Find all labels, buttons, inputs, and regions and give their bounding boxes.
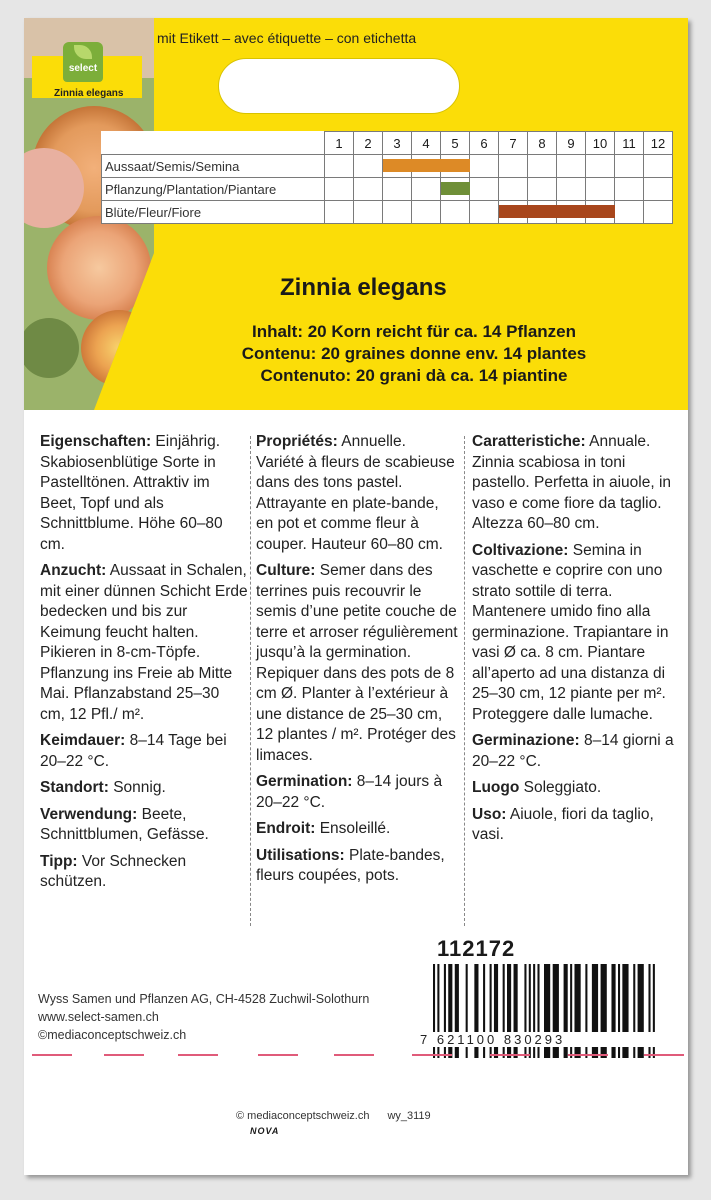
calendar-cell bbox=[412, 178, 441, 201]
calendar-cell bbox=[586, 178, 615, 201]
month-header: 4 bbox=[412, 132, 441, 155]
month-header: 10 bbox=[586, 132, 615, 155]
description-paragraph bbox=[472, 778, 680, 799]
calendar-cell bbox=[528, 155, 557, 178]
description-paragraph bbox=[256, 561, 458, 766]
paragraph-text: Beete, Schnittblumen, Gefässe. bbox=[40, 805, 209, 843]
description-column-de bbox=[40, 432, 248, 899]
barcode-digits: 7 621100 830293 bbox=[420, 1032, 668, 1047]
description-paragraph bbox=[256, 819, 458, 840]
calendar-cell bbox=[499, 155, 528, 178]
calendar-cell bbox=[615, 178, 644, 201]
month-header: 1 bbox=[325, 132, 354, 155]
calendar-cell bbox=[499, 178, 528, 201]
description-paragraph bbox=[472, 541, 680, 726]
calendar-cell bbox=[470, 201, 499, 224]
description-column-it bbox=[472, 432, 680, 852]
paragraph-text: Sonnig. bbox=[108, 779, 166, 796]
paragraph-heading: Endroit: bbox=[256, 820, 316, 837]
paragraph-text: Ensoleillé. bbox=[315, 820, 391, 837]
column-divider bbox=[464, 436, 465, 926]
paragraph-heading: Germinazione: bbox=[472, 732, 580, 749]
month-header: 12 bbox=[644, 132, 673, 155]
strip-variety-name: Zinnia elegans bbox=[54, 88, 124, 99]
calendar-cell bbox=[644, 201, 673, 224]
calendar-cell bbox=[412, 201, 441, 224]
month-header: 2 bbox=[354, 132, 383, 155]
calendar-cell bbox=[325, 201, 354, 224]
calendar-cell bbox=[383, 201, 412, 224]
description-paragraph bbox=[40, 561, 248, 725]
cut-line-dash bbox=[568, 1054, 608, 1056]
calendar-cell bbox=[383, 155, 412, 178]
month-header: 9 bbox=[557, 132, 586, 155]
variety-title: Zinnia elegans bbox=[280, 274, 447, 301]
leaf-icon bbox=[74, 45, 92, 59]
imprint-copyright: ©mediaconceptschweiz.ch bbox=[38, 1028, 187, 1042]
description-paragraph bbox=[256, 846, 458, 887]
paragraph-text: Aiuole, fiori da taglio, vasi. bbox=[472, 805, 654, 843]
calendar-row-label: Blüte/Fleur/Fiore bbox=[102, 201, 325, 224]
cut-line-dash bbox=[104, 1054, 144, 1056]
paragraph-heading: Keimdauer: bbox=[40, 732, 126, 749]
description-paragraph bbox=[472, 432, 680, 535]
paragraph-text: Soleggiato. bbox=[519, 779, 602, 796]
calendar-row bbox=[102, 178, 673, 201]
calendar-header-row bbox=[102, 132, 673, 155]
paragraph-heading: Uso: bbox=[472, 805, 507, 823]
month-header: 6 bbox=[470, 132, 499, 155]
paragraph-heading: Caratteristiche: bbox=[472, 433, 586, 450]
description-paragraph bbox=[256, 772, 458, 813]
calendar-cell bbox=[441, 201, 470, 224]
paragraph-text: 8–14 Tage bei 20–22 °C. bbox=[40, 732, 227, 770]
calendar-cell bbox=[644, 155, 673, 178]
month-header: 8 bbox=[528, 132, 557, 155]
paragraph-text: Semina in vaschette e coprire con uno strato sottile di terra. Mantenere umido fino alla germinazione. Trapiantare in vasi Ø ca. 8 cm. Piantare all’aperto ad una distanza di 25–30 cm, 12 piante per m². Proteggere dalle lumache. bbox=[472, 541, 669, 723]
calendar-cell bbox=[499, 201, 528, 224]
paragraph-text: Vor Schnecken schützen. bbox=[40, 852, 187, 890]
paragraph-text: Annuale. Zinnia scabiosa in toni pastello. Perfetta in aiuole, in vaso e come fiore da taglio. Altezza 60–80 cm. bbox=[472, 433, 672, 532]
calendar-row bbox=[102, 155, 673, 178]
description-paragraph bbox=[472, 805, 680, 846]
footer-credit bbox=[236, 1110, 431, 1122]
cut-line-dash bbox=[258, 1054, 298, 1056]
description-paragraph bbox=[40, 432, 248, 555]
calendar-cell bbox=[644, 178, 673, 201]
footer-code: wy_3119 bbox=[387, 1110, 431, 1122]
paragraph-text: Semer dans des terrines puis recouvrir le semis d’une petite couche de terre et arroser régulièrement jusqu’à la germination. Repiquer dans des pots de 8 cm Ø. Planter à l’extérieur à une distance de 25–30 cm, 12 plantes / m². Protéger des limaces. bbox=[256, 562, 458, 764]
calendar-period-bar bbox=[499, 205, 615, 218]
paragraph-heading: Luogo bbox=[472, 779, 520, 796]
description-paragraph bbox=[256, 432, 458, 555]
month-header: 7 bbox=[499, 132, 528, 155]
packet-contents bbox=[174, 321, 654, 387]
paragraph-text: 8–14 jours à 20–22 °C. bbox=[256, 773, 443, 811]
paragraph-text: Einjährig. Skabiosenblütige Sorte in Pastelltönen. Attraktiv im Beet, Topf und als Schnittblume. Höhe 60–80 cm. bbox=[40, 433, 223, 553]
brand-logo-text: select bbox=[68, 63, 98, 74]
paragraph-heading: Verwendung: bbox=[40, 805, 138, 823]
month-header: 5 bbox=[441, 132, 470, 155]
cut-line-dash bbox=[178, 1054, 218, 1056]
calendar-row-label: Pflanzung/Plantation/Piantare bbox=[102, 178, 325, 201]
imprint-website: www.select-samen.ch bbox=[38, 1010, 159, 1024]
cut-line-dash bbox=[412, 1054, 452, 1056]
paragraph-heading: Standort: bbox=[40, 779, 109, 796]
sowing-calendar bbox=[101, 131, 673, 224]
description-paragraph bbox=[40, 778, 248, 799]
calendar-cell bbox=[470, 178, 499, 201]
seed-packet-back bbox=[24, 18, 688, 1175]
contents-it: Contenuto: 20 grani dà ca. 14 piantine bbox=[260, 366, 568, 385]
column-divider bbox=[250, 436, 251, 926]
paragraph-heading: Anzucht: bbox=[40, 562, 107, 579]
calendar-period-bar bbox=[383, 159, 470, 172]
calendar-row bbox=[102, 201, 673, 224]
description-paragraph bbox=[40, 731, 248, 772]
calendar-cell bbox=[470, 155, 499, 178]
paragraph-heading: Germination: bbox=[256, 773, 353, 790]
calendar-cell bbox=[354, 178, 383, 201]
calendar-cell bbox=[557, 155, 586, 178]
cut-line-dash bbox=[490, 1054, 530, 1056]
paragraph-heading: Eigenschaften: bbox=[40, 433, 152, 450]
article-number: 112172 bbox=[437, 936, 516, 961]
month-header: 3 bbox=[383, 132, 412, 155]
month-header: 11 bbox=[615, 132, 644, 155]
paragraph-text: Plate-bandes, fleurs coupées, pots. bbox=[256, 846, 445, 884]
hanging-slot bbox=[218, 58, 460, 114]
cut-line bbox=[24, 1054, 688, 1056]
description-column-fr bbox=[256, 432, 458, 893]
calendar-corner bbox=[102, 132, 325, 155]
paragraph-text: Aussaat in Schalen, mit einer dünnen Schicht Erde bedecken und bis zur Keimung feucht halten. Pikieren in 8-cm-Töpfe. Pflanzung ins Freie ab Mitte Mai. Pflanzabstand 25–30 cm, 12 Pfl./ m². bbox=[40, 562, 248, 723]
printer-logo: NOVA bbox=[250, 1126, 280, 1136]
calendar-cell bbox=[615, 155, 644, 178]
calendar-cell bbox=[354, 201, 383, 224]
paragraph-text: 8–14 giorni a 20–22 °C. bbox=[472, 732, 674, 770]
calendar-cell bbox=[383, 178, 412, 201]
description-paragraph bbox=[40, 805, 248, 846]
paragraph-text: Annuelle. Variété à fleurs de scabieuse dans des tons pastel. Attrayante en plate-bande, en pot et comme fleur à couper. Hauteur 60–80 cm. bbox=[256, 433, 455, 553]
label-tagline: mit Etikett – avec étiquette – con etichetta bbox=[157, 30, 417, 46]
calendar-row-label: Aussaat/Semis/Semina bbox=[102, 155, 325, 178]
paragraph-heading: Propriétés: bbox=[256, 433, 338, 450]
calendar-cell bbox=[441, 178, 470, 201]
calendar-cell bbox=[615, 201, 644, 224]
calendar-period-bar bbox=[441, 182, 470, 195]
calendar-cell bbox=[557, 178, 586, 201]
calendar-cell bbox=[528, 178, 557, 201]
cut-line-dash bbox=[32, 1054, 72, 1056]
cut-line-dash bbox=[644, 1054, 684, 1056]
select-brand-logo bbox=[63, 42, 103, 82]
company-imprint bbox=[38, 990, 369, 1044]
calendar-cell bbox=[354, 155, 383, 178]
cut-line-dash bbox=[334, 1054, 374, 1056]
contents-fr: Contenu: 20 graines donne env. 14 plantes bbox=[241, 344, 587, 363]
paragraph-heading: Culture: bbox=[256, 562, 316, 579]
imprint-company: Wyss Samen und Pflanzen AG, CH-4528 Zuchwil-Solothurn bbox=[38, 992, 370, 1006]
paragraph-heading: Coltivazione: bbox=[472, 541, 569, 559]
calendar-cell bbox=[325, 155, 354, 178]
footer-copyright: © mediaconceptschweiz.ch bbox=[236, 1110, 370, 1122]
paragraph-heading: Tipp: bbox=[40, 852, 78, 870]
paragraph-heading: Utilisations: bbox=[256, 846, 345, 864]
description-paragraph bbox=[472, 731, 680, 772]
description-paragraph bbox=[40, 852, 248, 893]
calendar-cell bbox=[325, 178, 354, 201]
calendar-cell bbox=[586, 155, 615, 178]
contents-de: Inhalt: 20 Korn reicht für ca. 14 Pflanzen bbox=[251, 322, 577, 341]
